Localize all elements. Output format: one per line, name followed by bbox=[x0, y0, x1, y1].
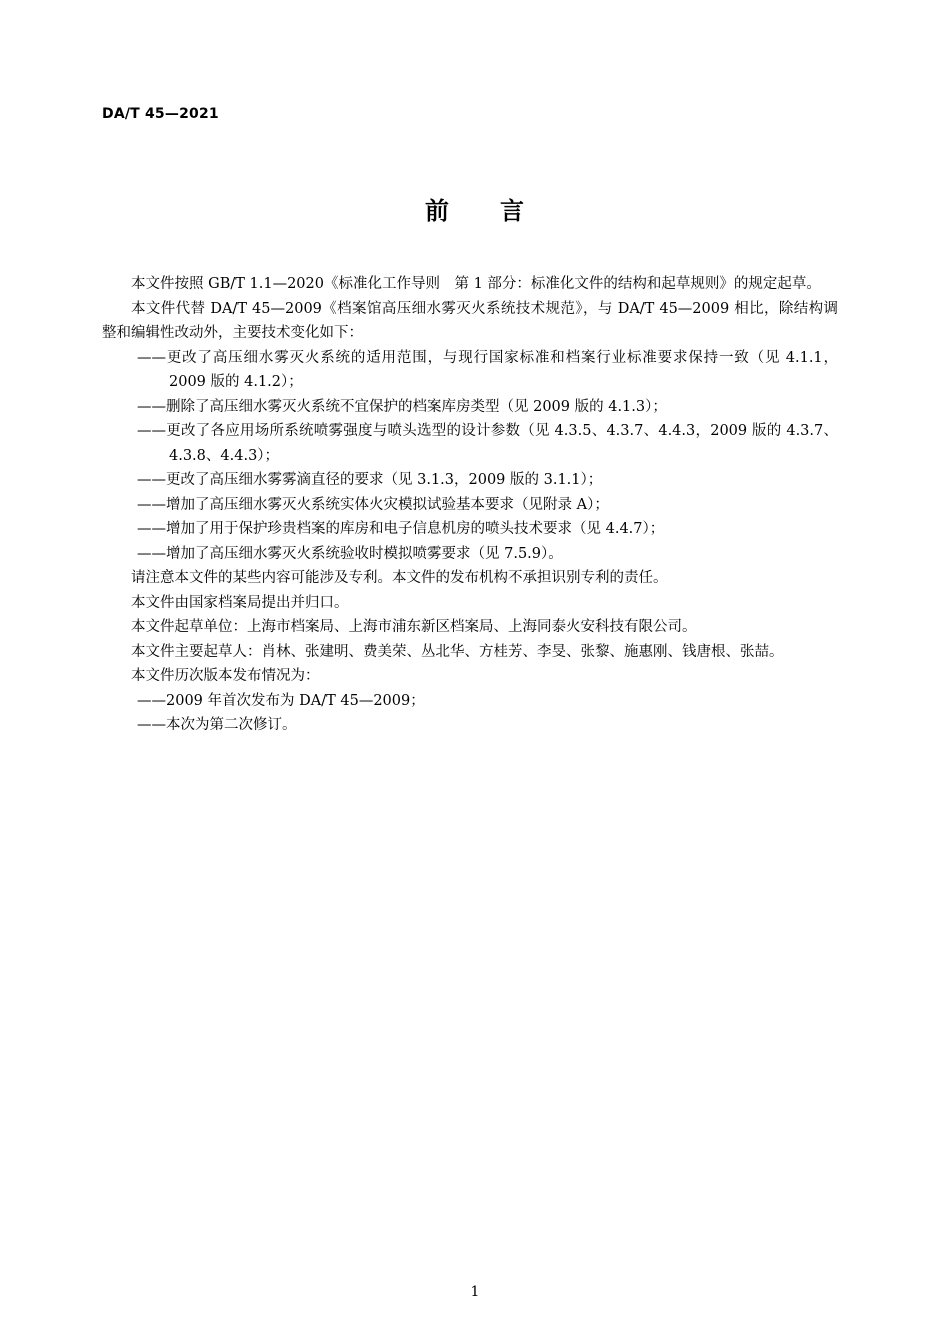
history-item-first-release: ——2009 年首次发布为 DA/T 45—2009； bbox=[137, 692, 425, 709]
change-item-acceptance-spray: ——增加了高压细水雾灭火系统验收时模拟喷雾要求（见 7.5.9）。 bbox=[137, 545, 563, 562]
paragraph-drafting-basis: 本文件按照 GB/T 1.1—2020《标准化工作导则 第 1 部分：标准化文件的结构和起草规则》的规定起草。 bbox=[131, 276, 821, 292]
change-item-droplet-diameter: ——更改了高压细水雾雾滴直径的要求（见 3.1.3，2009 版的 3.1.1）； bbox=[137, 472, 603, 488]
document-code: DA/T 45—2021 bbox=[102, 106, 219, 122]
page-number: 1 bbox=[470, 1284, 480, 1300]
paragraph-replacement: 本文件代替 DA/T 45—2009《档案馆高压细水雾灭火系统技术规范》，与 DA/T 45—2009 相比，除结构调整和编辑性改动外，主要技术变化如下： bbox=[102, 300, 838, 341]
page-title: 前 言 bbox=[425, 197, 525, 225]
change-item-fire-test: ——增加了高压细水雾灭火系统实体火灾模拟试验基本要求（见附录 A）； bbox=[137, 496, 609, 513]
paragraph-proposer: 本文件由国家档案局提出并归口。 bbox=[131, 594, 349, 611]
paragraph-version-history: 本文件历次版本发布情况为： bbox=[131, 668, 320, 684]
history-item-second-revision: ——本次为第二次修订。 bbox=[137, 717, 297, 733]
paragraph-patent-notice: 请注意本文件的某些内容可能涉及专利。本文件的发布机构不承担识别专利的责任。 bbox=[131, 570, 668, 586]
change-item-scope: ——更改了高压细水雾灭火系统的适用范围，与现行国家标准和档案行业标准要求保持一致（见 4.1.1，2009 版的 4.1.2）； bbox=[137, 349, 838, 390]
paragraph-drafting-units: 本文件起草单位：上海市档案局、上海市浦东新区档案局、上海同泰火安科技有限公司。 bbox=[131, 619, 697, 635]
foreword-body bbox=[102, 272, 838, 738]
change-item-removed-types: ——删除了高压细水雾灭火系统不宜保护的档案库房类型（见 2009 版的 4.1.3）； bbox=[137, 398, 667, 415]
change-item-nozzle-requirements: ——增加了用于保护珍贵档案的库房和电子信息机房的喷头技术要求（见 4.4.7）； bbox=[137, 521, 665, 537]
change-item-design-params: ——更改了各应用场所系统喷雾强度与喷头选型的设计参数（见 4.3.5、4.3.7、4.4.3，2009 版的 4.3.7、4.3.8、4.4.3）； bbox=[137, 423, 838, 464]
paragraph-drafters: 本文件主要起草人：肖林、张建明、费美荣、丛北华、方桂芳、李旻、张黎、施惠刚、钱唐根、张喆。 bbox=[131, 643, 784, 660]
